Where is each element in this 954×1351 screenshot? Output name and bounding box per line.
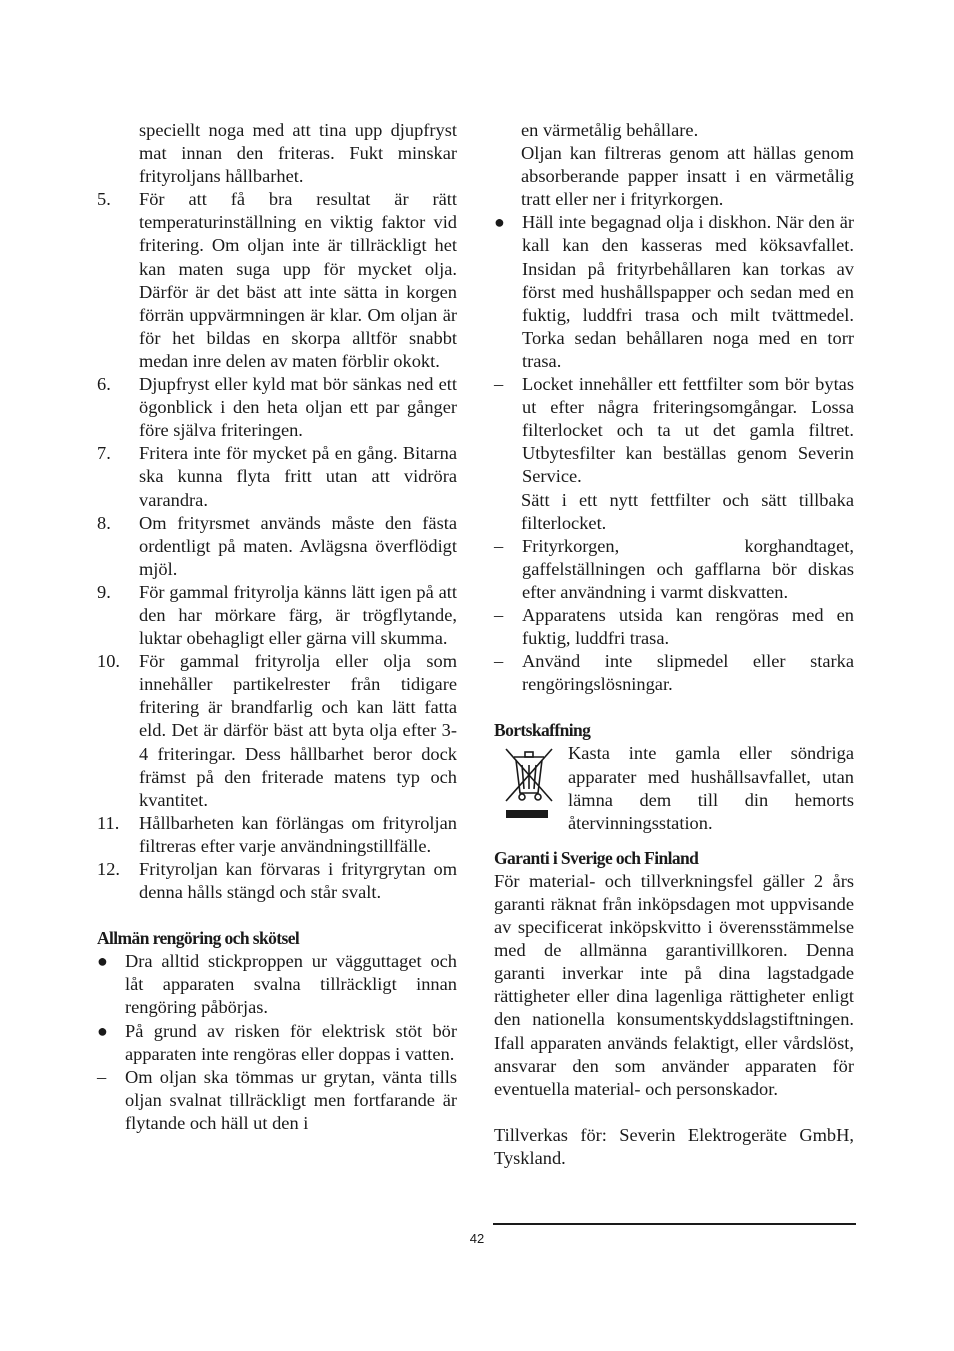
item-number: 6.	[97, 374, 111, 395]
item-text: Djupfryst eller kyld mat bör sänkas ned ett ögonblick i den heta oljan ett par gånger före själva friteringen.	[139, 374, 457, 441]
dash-marker: –	[494, 604, 504, 625]
list-item	[494, 604, 854, 650]
list-item	[97, 1066, 457, 1135]
item-text: Dra alltid stickproppen ur vägguttaget och låt apparaten svalna tillräckligt innan rengöring påbörjas.	[125, 951, 457, 1018]
list-item	[97, 1020, 457, 1066]
item-text: Använd inte slipmedel eller starka rengöringslösningar.	[522, 651, 854, 695]
filter-paragraph: Oljan kan filtreras genom att hällas genom absorberande papper insatt i en värmetålig tratt eller ner i frityrkorgen.	[521, 143, 854, 210]
warranty-heading: Garanti i Sverige och Finland	[494, 847, 699, 868]
dash-marker: –	[494, 651, 504, 672]
item-text: För gammal frityrolja eller olja som innehåller partikelrester från tidigare fritering är brandfarlig och kan lätt fatta eld. Det är därför bäst att byta olja efter 3-4 friteringar. Dess hållbarhet beror dock främst på den friterade matens typ och kvantitet.	[139, 651, 457, 810]
item-text: Frityroljan kan förvaras i frityrgrytan om denna hålls stängd och står svalt.	[139, 859, 457, 903]
item-number: 10.	[97, 651, 120, 672]
dash-marker: –	[494, 374, 504, 395]
item-text: Locket innehåller ett fettfilter som bör bytas ut efter några friteringsomgångar. Lossa filterlocket och ta ut det gamla filtret. Utbytesfilter kan beställas genom Severin Service.	[522, 374, 854, 487]
bullet-icon: ●	[97, 1020, 108, 1041]
list-item	[97, 858, 457, 904]
item-text: För gammal frityrolja känns lätt igen på att den har mörkare färg, är trögflytande, luktar obehagligt eller gärna vill skumma.	[139, 581, 457, 649]
dash-marker: –	[494, 535, 504, 556]
list-item	[97, 581, 457, 650]
left-column	[97, 119, 457, 1135]
item-text: Om oljan ska tömmas ur grytan, vänta tills oljan svalnat tillräckligt men fortfarande är flytande och häll ut den i	[125, 1066, 457, 1133]
list-item	[97, 373, 457, 442]
item-number: 8.	[97, 512, 111, 533]
item-text: Hållbarheten kan förlängas om frityroljan filtreras efter varje användningstillfälle.	[139, 812, 457, 856]
list-item	[97, 650, 457, 812]
list-item	[97, 812, 457, 858]
list-item	[97, 442, 457, 511]
filter-note: Sätt i ett nytt fettfilter och sätt tillbaka filterlocket.	[521, 489, 854, 533]
disposal-heading: Bortskaffning	[494, 720, 591, 741]
intro-paragraph: speciellt noga med att tina upp djupfryst mat innan den friteras. Fukt minskar frityroljans hållbarhet.	[139, 120, 457, 187]
list-item	[494, 650, 854, 696]
list-item	[494, 535, 854, 604]
item-text: På grund av risken för elektrisk stöt bör apparaten inte rengöras eller doppas i vatten.	[125, 1020, 457, 1064]
continued-text: en värmetålig behållare.	[521, 120, 699, 140]
item-number: 12.	[97, 859, 120, 879]
cleaning-heading: Allmän rengöring och skötsel	[97, 928, 300, 949]
item-number: 7.	[97, 443, 111, 464]
item-text: Apparatens utsida kan rengöras med en fuktig, luddfri trasa.	[522, 604, 854, 649]
list-item	[97, 950, 457, 1019]
item-number: 11.	[97, 812, 120, 833]
item-text: Om frityrsmet används måste den fästa ordentligt på maten. Avlägsna överflödigt mjöl.	[139, 512, 457, 579]
item-text: Frityrkorgen, korghandtaget, gaffelställningen och gafflarna bör diskas efter användning i varmt diskvatten.	[522, 535, 854, 602]
list-item	[97, 188, 457, 373]
list-item	[494, 373, 854, 488]
item-text: För att få bra resultat är rätt temperaturinställning en viktig faktor vid fritering. Om oljan inte är tillräckligt het kan maten suga upp för mycket olja. Därför är det bäst att inte sätta in korgen förrän uppvärmningen är klar. Om oljan är för het bildas en skorpa alltför snabbt medan inre delen av maten förblir okokt.	[139, 189, 457, 371]
list-item	[494, 211, 854, 373]
bullet-icon: ●	[97, 951, 108, 972]
disposal-text: Kasta inte gamla eller söndriga apparater med hushållsavfallet, utan lämna dem till din hemorts återvinningsstation.	[568, 743, 854, 833]
right-column	[494, 119, 854, 1170]
item-number: 5.	[97, 189, 111, 210]
manufacturer-text: Tillverkas för: Severin Elektrogeräte GmbH, Tyskland.	[494, 1124, 854, 1168]
page-number: 42	[469, 1231, 485, 1246]
item-text: Fritera inte för mycket på en gång. Bitarna ska kunna flyta fritt utan att vidröra varandra.	[139, 443, 457, 510]
dash-marker: –	[97, 1066, 107, 1087]
disposal-block	[494, 742, 854, 834]
bullet-icon: ●	[494, 212, 505, 233]
footer-rule	[493, 1223, 856, 1225]
crossed-bin-icon	[494, 742, 568, 834]
list-item	[97, 512, 457, 581]
item-number: 9.	[97, 581, 111, 602]
warranty-text: För material- och tillverkningsfel gäller 2 års garanti räknat från inköpsdagen mot uppvisande av specificerat inköpskvitto i överensstämmelse med de allmänna garantivillkoren. Denna garanti inverkar inte på dina lagstadgade rättigheter eller dina lagenliga rättigheter enligt den nationella konsumentskyddslagstiftningen. Ifall apparaten används felaktigt, eller vårdslöst, ansvarar den som använder apparaten för eventuella material- och personskador.	[494, 870, 854, 1099]
item-text: Häll inte begagnad olja i diskhon. När den är kall kan den kasseras med köksavfallet. Insidan på frityrbehållaren kan torkas av först med hushållspapper och sedan med en fuktig, luddfri trasa och milt tvättmedel. Torka sedan behållaren noga med en torr trasa.	[522, 212, 854, 371]
